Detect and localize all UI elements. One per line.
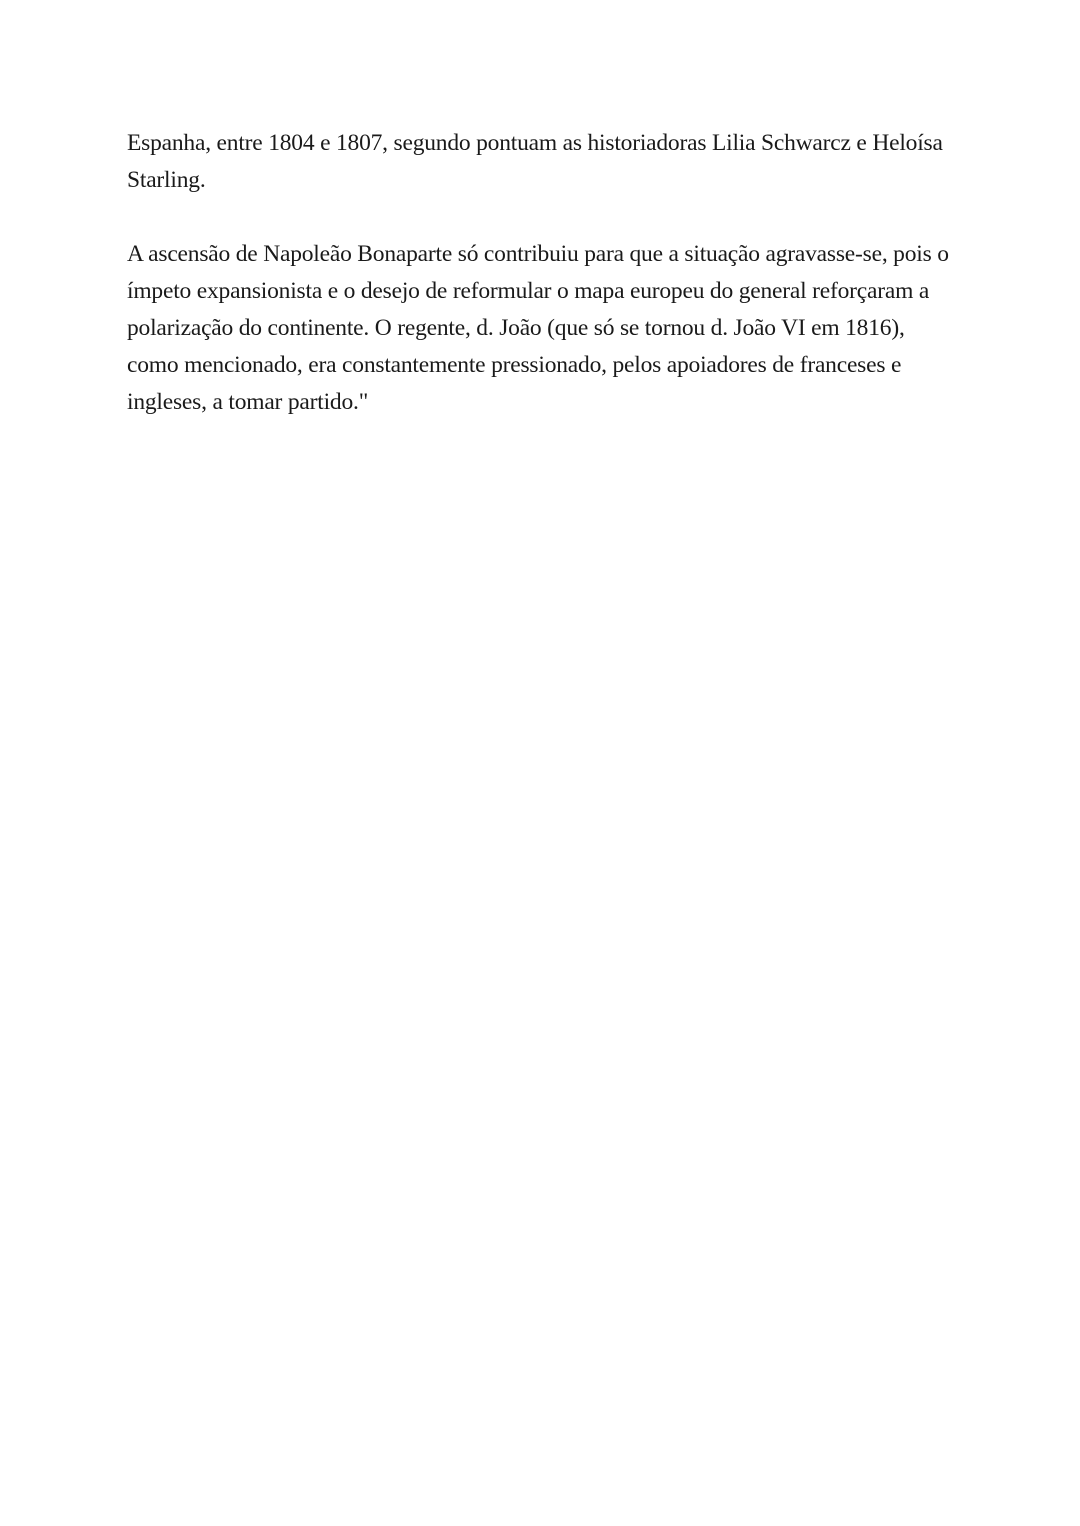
- text-line: A ascensão de Napoleão Bonaparte só contribuiu para que a situação agravasse-se, pois o: [127, 241, 949, 267]
- paragraph-2: [127, 236, 957, 421]
- text-line: como mencionado, era constantemente pressionado, pelos apoiadores de franceses e: [127, 352, 902, 378]
- text-line: ingleses, a tomar partido.": [127, 389, 369, 415]
- document-page: [127, 125, 957, 458]
- text-line: Espanha, entre 1804 e 1807, segundo pontuam as historiadoras Lilia Schwarcz e Heloísa: [127, 130, 943, 156]
- text-line: ímpeto expansionista e o desejo de reformular o mapa europeu do general reforçaram a: [127, 278, 930, 304]
- text-line: Starling.: [127, 167, 206, 193]
- paragraph-1: [127, 125, 957, 199]
- text-line: polarização do continente. O regente, d. João (que só se tornou d. João VI em 1816),: [127, 315, 905, 341]
